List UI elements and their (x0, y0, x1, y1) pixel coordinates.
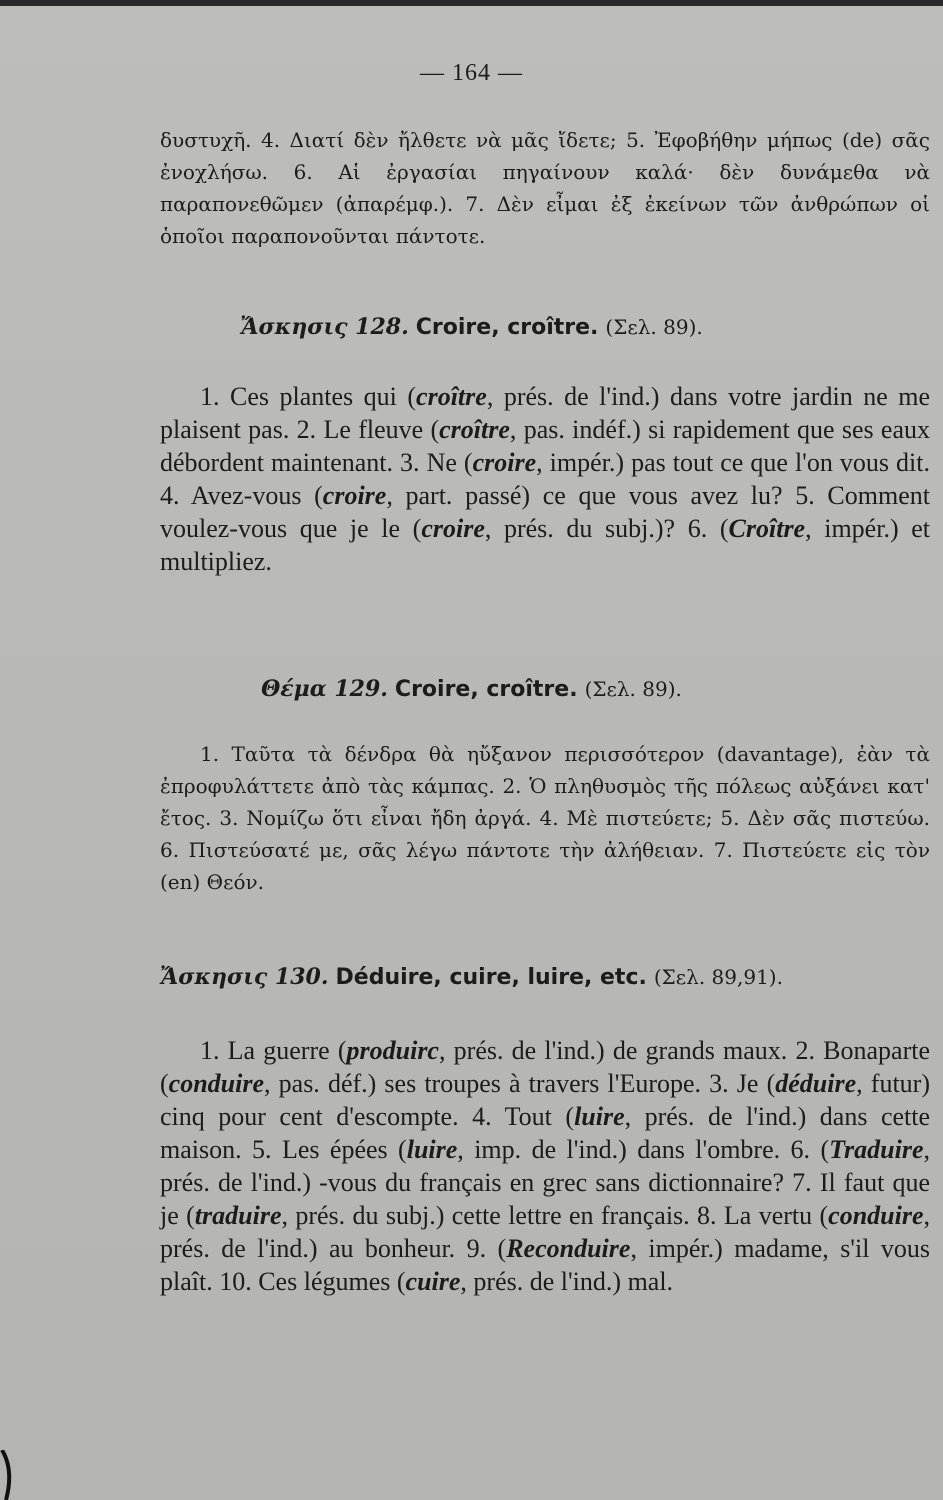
s130-3-verb: déduire (775, 1069, 857, 1098)
s130-10-verb: cuire (405, 1267, 461, 1296)
s128-5-post: , prés. du subj.)? (484, 514, 688, 543)
s128-4-verb: croire (322, 481, 387, 510)
intro-block (160, 124, 930, 252)
exercise-130-block (160, 1034, 930, 1298)
s130-6-post: , prés. de l'ind.) -vous du français en grec sans dictionnaire? (160, 1135, 931, 1197)
s130-10-post: , prés. de l'ind.) mal. (460, 1267, 674, 1296)
page-top-edge (0, 0, 943, 6)
heading-exercise-130 (0, 962, 943, 993)
s128-4-post: , part. passé) ce que vous avez lu? (386, 481, 796, 510)
exercise-128-block (160, 380, 930, 578)
s128-6-verb: Croître (728, 514, 806, 543)
heading-129-topic: Croire, croître. (394, 677, 578, 702)
s128-6-post: , impér.) et multipliez. (160, 514, 930, 576)
s128-5-pre: 5. Comment voulez-vous que je le ( (160, 481, 930, 543)
s130-2-pre: 2. Bonaparte ( (160, 1036, 931, 1098)
s130-5-pre: 5. Les épées ( (252, 1135, 407, 1164)
s130-1-post: , prés. de l'ind.) de grands maux. (438, 1036, 796, 1065)
heading-130-ref: (Σελ. 89,91). (653, 965, 783, 989)
s128-2-verb: croître (439, 415, 510, 444)
s130-10-pre: 10. Ces légumes ( (219, 1267, 406, 1296)
s128-3-post: , impér.) pas tout ce que l'on vous dit. (536, 448, 930, 477)
s130-9-pre: 9. ( (466, 1234, 507, 1263)
s130-2-post: , pas. déf.) ses troupes à travers l'Europe. (264, 1069, 710, 1098)
s130-4-post: , prés. de l'ind.) dans cette maison. (160, 1102, 931, 1164)
s130-7-pre: 7. Il faut que je ( (160, 1168, 931, 1230)
heading-130-label: Ἄσκησις 130. (160, 964, 329, 990)
s128-5-verb: croire (421, 514, 485, 543)
intro-paragraph: δυστυχῆ. 4. Διατί δὲν ἤλθετε νὰ μᾶς ἴδετε; 5. Ἐφοβήθην μήπως (de) σᾶς ἐνοχλήσω. 6. Αἱ ἐργασίαι πηγαίνουν καλά· δὲν δυνάμεθα νὰ παραπονεθῶμεν (ἀπαρέμφ.). 7. Δὲν εἶμαι ἐξ ἐκείνων τῶν ἀνθρώπων οἱ ὁποῖοι παραπονοῦνται πάντοτε. (160, 128, 930, 248)
s130-9-verb: Reconduire (506, 1234, 631, 1263)
s128-1-verb: croître (416, 382, 487, 411)
s130-6-pre: 6. ( (790, 1135, 830, 1164)
s130-3-post: , futur) cinq pour cent d'escompte. (160, 1069, 930, 1131)
exercise-128-paragraph (160, 380, 930, 578)
s130-7-post: , prés. du subj.) cette lettre en français. (281, 1201, 698, 1230)
page-number: — 164 — (420, 60, 523, 86)
heading-129-label: Θέμα 129. (261, 676, 388, 702)
exercise-130-paragraph (160, 1034, 930, 1298)
s130-8-verb: conduire (828, 1201, 924, 1230)
s128-2-pre: 2. Le fleuve ( (296, 415, 440, 444)
heading-128-label: Ἄσκησις 128. (240, 314, 409, 340)
s130-8-post: , prés. de l'ind.) au bonheur. (160, 1201, 930, 1263)
s130-8-pre: 8. La vertu ( (697, 1201, 829, 1230)
s130-9-post: , impér.) madame, s'il vous plaît. (160, 1234, 930, 1296)
s130-4-verb: luire (574, 1102, 625, 1131)
heading-128-topic: Croire, croître. (415, 315, 599, 340)
s130-5-verb: luire (406, 1135, 458, 1164)
heading-129-ref: (Σελ. 89). (584, 677, 682, 701)
s128-4-pre: 4. Avez-vous ( (160, 481, 323, 510)
s128-3-pre: 3. Ne ( (400, 448, 473, 477)
binding-edge-mark (0, 1450, 22, 1500)
heading-exercise-128 (0, 312, 943, 343)
theme-129-block (160, 738, 930, 898)
s128-1-post: , prés. de l'ind.) dans votre jardin ne me plaisent pas. (160, 382, 930, 444)
s128-6-pre: 6. ( (687, 514, 729, 543)
s130-3-pre: 3. Je ( (709, 1069, 776, 1098)
heading-130-topic: Déduire, cuire, luire, etc. (335, 965, 647, 990)
s130-4-pre: 4. Tout ( (472, 1102, 575, 1131)
s130-1-verb: produirc (346, 1036, 439, 1065)
s128-3-verb: croire (472, 448, 537, 477)
s128-1-pre: 1. Ces plantes qui ( (200, 382, 417, 411)
s128-2-post: , pas. indéf.) si rapidement que ses eaux débordent maintenant. (160, 415, 931, 477)
s130-1-pre: 1. La guerre ( (200, 1036, 347, 1065)
s130-6-verb: Traduire (829, 1135, 924, 1164)
s130-2-verb: conduire (168, 1069, 265, 1098)
heading-128-ref: (Σελ. 89). (605, 315, 703, 339)
s130-5-post: , imp. de l'ind.) dans l'ombre. (457, 1135, 791, 1164)
theme-129-paragraph: 1. Ταῦτα τὰ δένδρα θὰ ηὔξανον περισσότερον (davantage), ἐὰν τὰ ἐπροφυλάττετε ἀπὸ τὰς κάμπας. 2. Ὁ πληθυσμὸς τῆς πόλεως αὐξάνει κατ' ἔτος. 3. Νομίζω ὅτι εἶναι ἤδη ἀργά. 4. Μὲ πιστεύετε; 5. Δὲν σᾶς πιστεύω. 6. Πιστεύσατέ με, σᾶς λέγω πάντοτε τὴν ἀλήθειαν. 7. Πιστεύετε εἰς τὸν (en) Θεόν. (160, 742, 930, 894)
s130-7-verb: traduire (194, 1201, 282, 1230)
heading-theme-129 (0, 674, 943, 705)
